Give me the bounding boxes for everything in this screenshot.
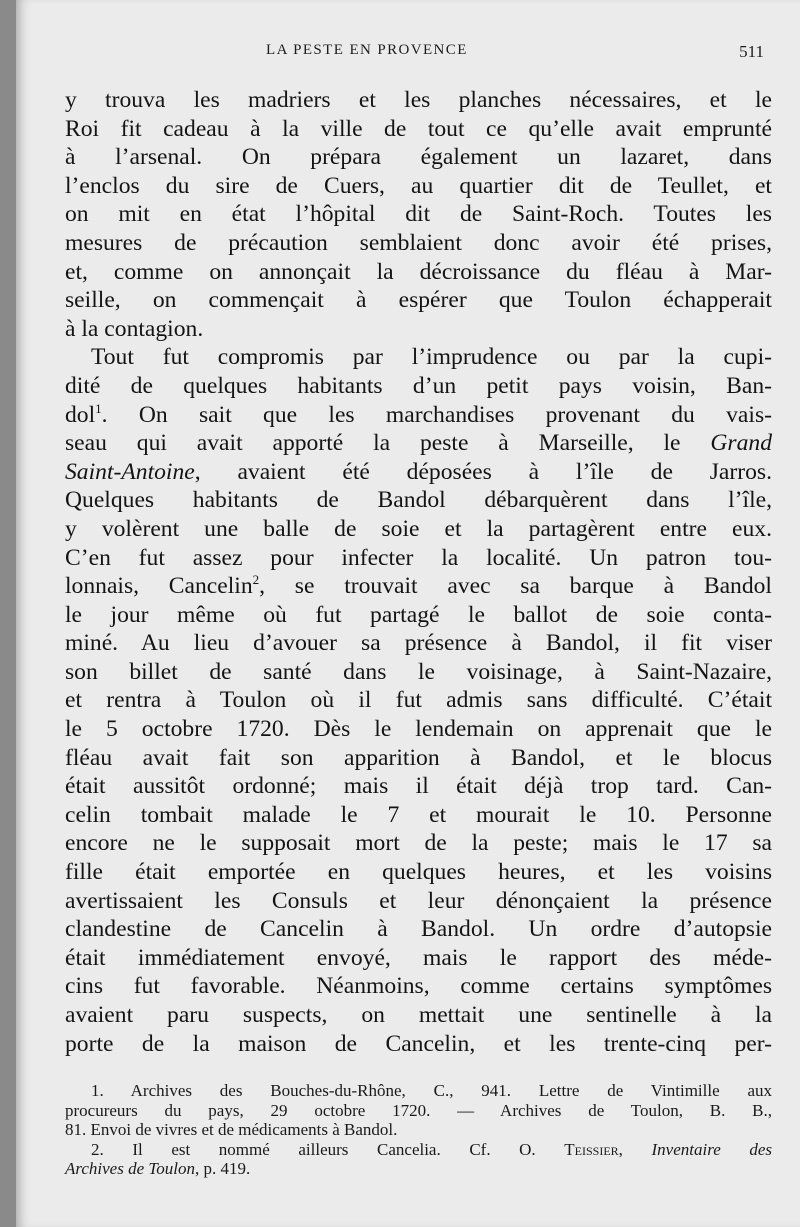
footnote-line: 81. Envoi de vivres et de médicaments à Bandol. [65,1120,398,1139]
page-number: 511 [739,42,764,61]
text-line: et rentra à Toulon où il fut admis sans difficulté. C’était [65,687,772,714]
text-segment: , se trouvait avec sa barque à Bandol [259,573,772,600]
italic-title: Inventaire des [651,1139,772,1159]
text-line: le 5 octobre 1720. Dès le lendemain on apprenait que le [65,716,772,743]
page-header [16,42,800,66]
text-line: clandestine de Cancelin à Bandol. Un ordre d’autopsie [65,916,772,943]
text-line: y volèrent une balle de soie et la partagèrent entre eux. [65,515,772,542]
text-line: fléau avait fait son apparition à Bandol, et le blocus [65,744,772,771]
book-page [16,0,800,1227]
body-text [65,86,772,1058]
text-line: l’enclos du sire de Cuers, au quartier dit de Teullet, et [65,172,772,199]
text-line: cins fut favorable. Néanmoins, comme certains symptômes [65,973,772,1000]
text-line: Quelques habitants de Bandol débarquèrent dans l’île, [65,487,772,514]
text-line: dité de quelques habitants d’un petit pays voisin, Ban- [65,372,772,399]
text-line: avaient paru suspects, on mettait une sentinelle à la [65,1002,772,1028]
text-segment: . On sait que les marchandises provenant du vais- [101,401,772,428]
text-segment: , p. 419. [195,1159,251,1178]
text-segment: lonnais, Cancelin [65,573,253,600]
text-line: fille était emportée en quelques heures, et les voisins [65,859,772,886]
text-line: était aussitôt ordonné; mais il était déjà trop tard. Can- [65,773,772,800]
text-line: à l’arsenal. On prépara également un lazaret, dans [65,144,772,171]
text-line [65,458,772,487]
text-line: son billet de santé dans le voisinage, à Saint-Nazaire, [65,658,772,685]
footnotes [65,1081,772,1179]
text-line: Tout fut compromis par l’imprudence ou par la cupi- [91,344,772,371]
text-line: seille, on commençait à espérer que Toulon échapperait [65,287,772,314]
text-line: miné. Au lieu d’avouer sa présence à Bandol, il fit viser [65,630,772,657]
text-line: mesures de précaution semblaient donc avoir été prises, [65,229,772,256]
italic-title: Saint-Antoine [65,458,195,485]
text-line: celin tombait malade le 7 et mourait le 10. Personne [65,801,772,828]
text-segment: seau qui avait apporté la peste à Marseille, le [65,430,681,457]
text-line [65,429,772,458]
text-line: et, comme on annonçait la décroissance du fléau à Mar- [65,258,772,285]
text-line: encore ne le supposait mort de la peste; mais le 17 sa [65,830,772,857]
text-line: Roi fit cadeau à la ville de tout ce qu’elle avait emprunté [65,115,772,142]
italic-title: Archives de Toulon [65,1159,196,1178]
footnote-line [65,1140,772,1160]
text-segment: , avaient été déposées à l’île de Jarros. [194,458,772,485]
footnote-ref: 2 [252,572,260,588]
text-segment: dol [65,401,96,428]
text-line: on mit en état l’hôpital dit de Saint-Roch. Toutes les [65,201,772,228]
footnote-ref: 1 [95,400,102,416]
italic-title: Grand [710,430,772,457]
text-line: C’en fut assez pour infecter la localité. Un patron tou- [65,544,772,571]
author-name: Teissier [564,1139,619,1159]
footnote-line [65,1159,772,1179]
text-segment: , [618,1139,623,1159]
text-line: porte de la maison de Cancelin, et les trente-cinq per- [65,1030,772,1057]
text-line: y trouva les madriers et les planches nécessaires, et le [65,87,772,113]
footnote-line: 1. Archives des Bouches-du-Rhône, C., 941. Lettre de Vintimille aux [91,1081,772,1100]
text-line [65,401,772,430]
text-line: était immédiatement envoyé, mais le rapport des méde- [65,944,772,971]
text-line [65,572,772,601]
text-line: avertissaient les Consuls et leur dénonçaient la présence [65,887,772,914]
footnote-line: procureurs du pays, 29 octobre 1720. — Archives de Toulon, B. B., [65,1100,772,1120]
text-line: à la contagion. [65,315,204,342]
running-title: LA PESTE EN PROVENCE [266,42,468,58]
text-line: le jour même où fut partagé le ballot de soie conta- [65,601,772,628]
text-segment: 2. Il est nommé ailleurs Cancelia. Cf. O. [91,1139,536,1159]
